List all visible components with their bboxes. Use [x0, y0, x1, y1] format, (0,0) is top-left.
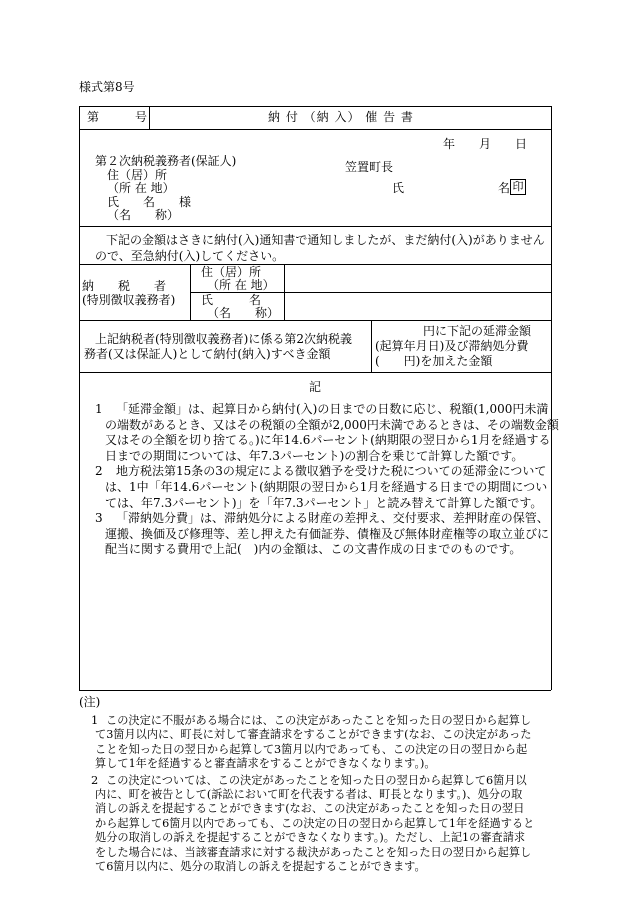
rule-header-divider: [149, 106, 150, 129]
message-line-1: 下記の金額はさきに納付(入)通知書で通知しましたが、まだ納付(入)がありません: [106, 233, 545, 247]
notes-heading: (注): [79, 695, 101, 709]
amount-detail-line-2: (起算年月日)及び滞納処分費: [375, 339, 529, 353]
note-item-line: をした場合には、当該審査請求に対する裁決があったことを知った日の翌日から起算し: [95, 845, 532, 859]
amount-description-line-2: 務者(又は保証人)として納付(納入)すべき金額: [84, 347, 331, 361]
taxpayer-address-label: 住（居）所: [201, 265, 262, 279]
details-heading: 記: [309, 380, 322, 394]
note-item-number: 1: [91, 713, 99, 727]
rule-amount: [79, 372, 551, 373]
rule-header: [79, 129, 551, 130]
note-item-line: この決定に不服がある場合には、この決定があったことを知った日の翌日から起算し: [106, 714, 532, 727]
detail-item-line: 「滞納処分費」は、滞納処分による財産の差押え、交付要求、差押財産の保管、: [116, 511, 549, 526]
detail-item-line: ては、年7.3パーセント)」を「年7.3パーセント」と読み替えて計算した額です。: [105, 495, 543, 510]
amount-detail-line-3: ( 円)を加えた金額: [375, 354, 493, 368]
note-item-number: 2: [91, 772, 99, 787]
taxpayer-name-label: 氏 名: [201, 293, 262, 307]
detail-item-number: 1: [95, 402, 103, 416]
taxpayer-name-value: [285, 293, 550, 319]
note-item-line: 処分の取消しの訴えを提起することができなくなります。)。ただし、上記1の審査請求: [95, 831, 526, 845]
note-item-line: この決定については、この決定があったことを知った日の翌日から起算して6箇月以: [106, 773, 527, 787]
note-item-line: て6箇月以内に、処分の取消しの訴えを提起することができます。: [95, 860, 426, 873]
issuer-title: 笠置町長: [345, 160, 394, 174]
rule-taxpayer: [79, 320, 551, 321]
date-label: 年 月 日: [443, 137, 528, 151]
detail-item-line: 地方税法第15条の3の規定による徴収猶予を受けた税についての延滞金について: [116, 464, 547, 479]
issuer-name-label: 氏: [392, 181, 405, 195]
note-item-line: 算して1年を経過すると審査請求をすることができなくなります。)。: [95, 757, 436, 771]
seal-mark: 印: [510, 179, 526, 195]
note-item-line: て3箇月以内に、町長に対して審査請求をすることができます(なお、この決定があった: [95, 728, 532, 742]
note-item-line: 消しの訴えを提起することができます(なお、この決定があったことを知った日の翌日: [95, 802, 525, 816]
document-title: 納 付 （納 入） 催 告 書: [268, 110, 414, 124]
amount-description-line-1: 上記納税者(特別徴収義務者)に係る第2次納税義: [95, 332, 352, 346]
debtor-address-label: 住（居）所: [107, 168, 168, 182]
taxpayer-name-sublabel: （名 称）: [207, 306, 280, 320]
frame-right-line: [551, 106, 552, 690]
frame-bottom-line: [79, 690, 551, 691]
frame-left-line: [79, 106, 80, 690]
taxpayer-label: 納 税 者: [82, 279, 167, 293]
note-item-line: から起算して6箇月以内であっても、この決定の日の翌日から起算して1年を経過すると: [95, 816, 535, 830]
taxpayer-address-sublabel: （所 在 地）: [207, 278, 275, 292]
rule-amount-divider: [371, 320, 372, 372]
taxpayer-sublabel: (特別徴収義務者): [82, 293, 176, 307]
detail-item-line: 又はその全額を切り捨てる。)に年14.6パーセント(納期限の翌日から1月を経過する: [105, 433, 551, 448]
detail-item-line: 日までの期間については、年7.3パーセント)の割合を乗じて計算した額です。: [105, 448, 524, 463]
detail-item-line: 「延滞金額」は、起算日から納付(入)の日までの日数に応じ、税額(1,000円未満: [116, 402, 549, 416]
detail-item-number: 3: [95, 511, 103, 526]
detail-item-line: 運搬、換価及び修理等、差し押えた有価証券、債権及び無体財産権等の取立並びに: [105, 526, 550, 541]
message-line-2: ので、至急納付(入)してください。: [95, 249, 285, 263]
rule-top-block: [79, 226, 551, 227]
debtor-name-label: 氏 名 様: [107, 195, 192, 209]
amount-detail-line-1: 円に下記の延滞金額: [423, 324, 532, 338]
detail-item-number: 2: [95, 464, 103, 479]
detail-item-line: の端数があるとき、又はその税額の全額が2,000円未満であるときは、その端数金額: [105, 417, 559, 432]
detail-item-line: 配当に関する費用で上記( )内の金額は、この文書作成の日までのものです。: [105, 542, 522, 557]
taxpayer-address-value: [285, 265, 550, 291]
debtor-name-sublabel: （名 称）: [107, 208, 180, 222]
form-number: 様式第8号: [79, 80, 135, 94]
second-debtor-label: 第２次納税義務者(保証人): [95, 154, 237, 168]
notice-number-label: 第 号: [87, 110, 148, 124]
detail-item-line: は、1中「年14.6パーセント(納期限の翌日から1月を経過する日までの期間につい: [105, 480, 548, 494]
issuer-name-suffix: 名: [498, 181, 511, 195]
rule-taxpayer-label-divider: [190, 264, 191, 320]
debtor-address-sublabel: （所 在 地）: [107, 181, 175, 195]
note-item-line: ことを知った日の翌日から起算して3箇月以内であっても、この決定の日の翌日から起: [95, 742, 528, 756]
note-item-line: 内に、町を被告として(訴訟において町を代表する者は、町長となります。)、処分の取: [95, 788, 523, 801]
